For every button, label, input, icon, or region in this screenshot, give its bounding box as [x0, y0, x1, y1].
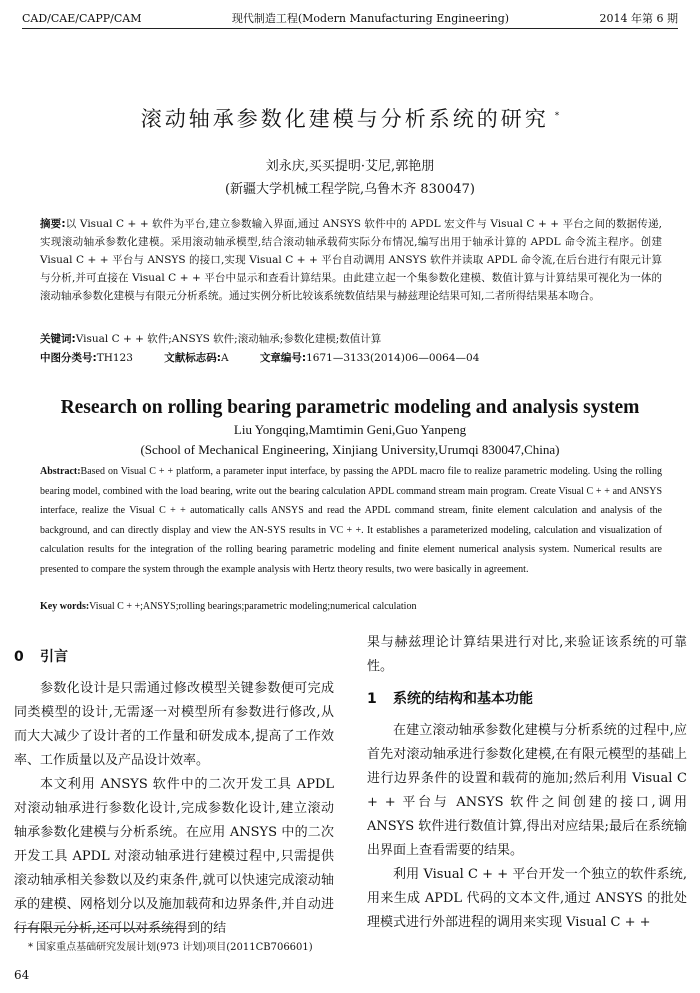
- doc-code-label: 文献标志码:: [164, 352, 221, 364]
- header-left: CAD/CAE/CAPP/CAM: [22, 11, 142, 25]
- footnote-rule: [14, 928, 184, 929]
- abstract-cn: [40, 215, 662, 305]
- paragraph: 在建立滚动轴承参数化建模与分析系统的过程中,应首先对滚动轴承进行参数化建模,在有限元模型的基础上进行边界条件的设置和载荷的施加;然后利用 Visual C + + 平台与 ANSYS 软件之间创建的接口,调用 ANSYS 软件进行数值计算,得出对应结果;最后在系统输出界面上查看需要的结果。: [367, 723, 687, 858]
- body-column-left: [14, 645, 334, 941]
- keywords-en-text: Visual C + +;ANSYS;rolling bearings;parametric modeling;numerical calculation: [89, 601, 417, 612]
- title-cn-text: 滚动轴承参数化建模与分析系统的研究: [140, 107, 549, 131]
- section-1-title: 系统的结构和基本功能: [393, 691, 533, 707]
- abstract-cn-label: 摘要:: [40, 218, 66, 230]
- paragraph: 本文利用 ANSYS 软件中的二次开发工具 APDL 对滚动轴承进行参数化设计,完成参数化设计,建立滚动轴承参数化建模与分析系统。在应用 ANSYS 中的二次开发工具 APDL 对滚动轴承进行建模过程中,只需提供滚动轴承相关参数以及约束条件,就可以快速完成滚动轴承的建模、网格划分以及施加载荷和边界条件,并自动进行有限元分析,还可以对系统得到的结: [14, 777, 334, 936]
- paper-title-cn: [0, 103, 700, 133]
- clc-value: TH123: [96, 352, 133, 364]
- section-heading-1: [367, 687, 687, 711]
- section-0-number: 0: [14, 649, 24, 665]
- article-no-value: 1671—3133(2014)06—0064—04: [306, 352, 480, 364]
- abstract-en-text: Based on Visual C + + platform, a parameter input interface, by passing the APDL macro file to realize parametric modeling. Using the rolling bearing model, combined with the load bearing, write out the bearing calculation APDL command stream main program. Create Visual C + + and ANSYS interface, realize the Visual C + + automatically calls ANSYS and read the APDL command stream, finite element calculation and analysis of the background, and can directly display and view the AN-SYS results in VC + +. It establishes a parameterized modeling, calculation and visualization of calculation results for the integration of the rolling bearing parametric modeling and finite element numerical analysis system. Numerical results are presented to compare the system through the example analysis with Hertz theory results, two were basically in agreement.: [40, 466, 662, 575]
- paragraph: 利用 Visual C + + 平台开发一个独立的软件系统,用来生成 APDL 代码的文本文件,通过 ANSYS 的批处理模式进行外部进程的调用来实现 Visual C + +: [367, 867, 687, 930]
- abstract-en-label: Abstract:: [40, 466, 81, 477]
- affiliation-en: (School of Mechanical Engineering, Xinjiang University,Urumqi 830047,China): [140, 442, 560, 457]
- journal-name: 现代制造工程(Modern Manufacturing Engineering): [231, 12, 510, 25]
- keywords-en: [40, 597, 662, 617]
- paragraph: 参数化设计是只需通过修改模型关键参数便可完成同类模型的设计,无需逐一对模型所有参数进行修改,从而大大减少了设计者的工作量和研发成本,提高了工作效率、工作质量以及产品设计效率。: [14, 681, 334, 768]
- keywords-cn: [40, 330, 662, 348]
- section-heading-0: [14, 645, 334, 669]
- issue-info: 2014 年第 6 期: [599, 12, 678, 25]
- paper-title-en: Research on rolling bearing parametric modeling and analysis system: [60, 397, 640, 418]
- doc-code-value: A: [220, 352, 229, 364]
- keywords-cn-label: 关键词:: [40, 333, 76, 345]
- running-header: [22, 8, 678, 29]
- page-number: 64: [14, 968, 30, 982]
- affiliation-cn: (新疆大学机械工程学院,乌鲁木齐 830047): [224, 182, 476, 197]
- classification-cn: [40, 349, 662, 367]
- abstract-en: [40, 462, 662, 579]
- authors-en: Liu Yongqing,Mamtimin Geni,Guo Yanpeng: [233, 422, 467, 437]
- section-0-title: 引言: [40, 649, 68, 665]
- keywords-en-label: Key words:: [40, 601, 90, 612]
- authors-cn: 刘永庆,买买提明·艾尼,郭艳朋: [265, 159, 435, 174]
- section-1-number: 1: [367, 691, 377, 707]
- paragraph-continued: 果与赫兹理论计算结果进行对比,来验证该系统的可靠性。: [367, 635, 687, 674]
- body-column-right: [367, 631, 687, 935]
- article-no-label: 文章编号:: [259, 352, 307, 364]
- abstract-cn-text: 以 Visual C + + 软件为平台,建立参数输入界面,通过 ANSYS 软件中的 APDL 宏文件与 Visual C + + 平台之间的数据传递,实现滚动轴承参数化建模。采用滚动轴承模型,结合滚动轴承载荷实际分布情况,编写出用于轴承计算的 APDL 命令流主程序。创建 Visual C + + 平台与 ANSYS 的接口,实现 Visual C + + 平台自动调用 ANSYS 软件并读取 APDL 命令流,在后台进行有限元计算与分析,并可直接在 Visual C + + 平台中显示和查看计算结果。由此建立起一个集参数化建模、数值计算与计算结果可视化为一体的滚动轴承参数化建模与有限元分析系统。通过实例分析比较该系统数值结果与赫兹理论结果可知,二者所得结果基本吻合。: [40, 218, 662, 302]
- title-footnote-mark: *: [554, 111, 560, 121]
- footnote: * 国家重点基础研究发展计划(973 计划)项目(2011CB706601): [28, 942, 313, 953]
- clc-label: 中图分类号:: [40, 352, 97, 364]
- keywords-cn-text: Visual C + + 软件;ANSYS 软件;滚动轴承;参数化建模;数值计算: [75, 333, 382, 345]
